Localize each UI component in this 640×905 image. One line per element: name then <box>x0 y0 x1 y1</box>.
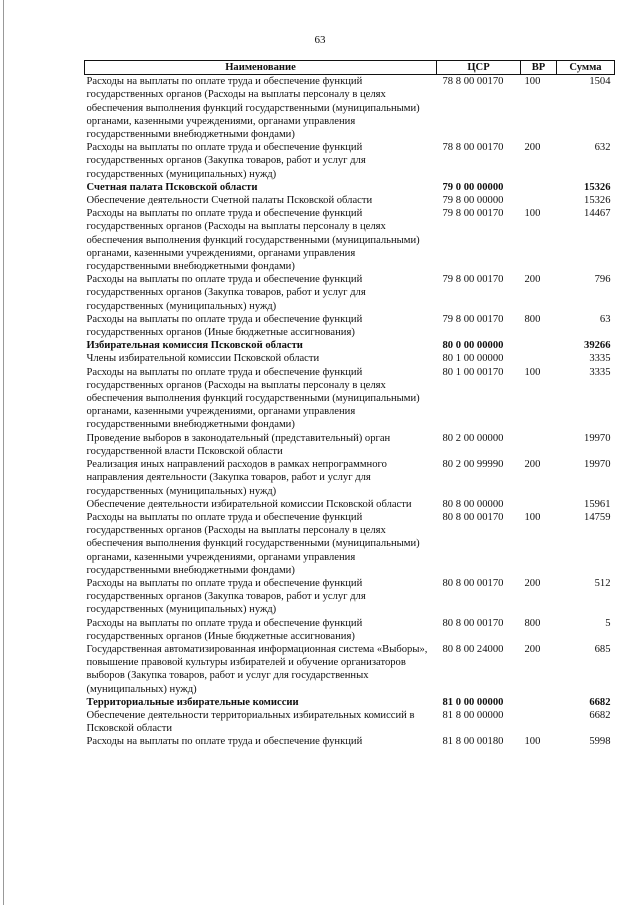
cell-sum: 1504 <box>589 76 611 88</box>
cell-sum: 19970 <box>584 432 611 444</box>
cell-vr: 800 <box>524 313 541 325</box>
cell-sum: 5 <box>605 617 611 629</box>
cell-csr: 79 0 00 00000 <box>442 181 504 193</box>
cell-vr <box>521 709 557 735</box>
cell-csr: 79 8 00 00170 <box>442 208 504 220</box>
cell-csr: 80 8 00 00170 <box>442 617 504 629</box>
table-row <box>85 498 615 511</box>
cell-sum: 19970 <box>584 459 611 471</box>
cell-name: Расходы на выплаты по оплате труда и обеспечение функций государственных органов (Иные бюджетные ассигнования) <box>86 313 363 339</box>
cell-sum: 6682 <box>589 696 611 708</box>
table-row <box>85 352 615 365</box>
cell-sum: 63 <box>599 313 611 325</box>
table-row <box>85 194 615 207</box>
cell-vr: 100 <box>524 736 541 748</box>
table-row <box>85 458 615 498</box>
cell-sum: 5998 <box>589 736 611 748</box>
cell-sum: 796 <box>594 274 611 286</box>
cell-sum: 39266 <box>584 340 611 352</box>
table-row <box>85 313 615 339</box>
table-row <box>85 75 615 142</box>
table-row <box>85 181 615 194</box>
cell-sum: 3335 <box>589 353 611 365</box>
header-vr: ВР <box>521 61 557 75</box>
table-row <box>85 709 615 735</box>
table-row <box>85 339 615 352</box>
table-row <box>85 141 615 181</box>
cell-vr: 200 <box>524 643 541 655</box>
header-csr: ЦСР <box>437 61 521 75</box>
cell-csr: 81 8 00 00000 <box>442 709 504 721</box>
cell-csr: 80 2 00 99990 <box>442 459 504 471</box>
cell-name: Расходы на выплаты по оплате труда и обеспечение функций государственных органов (Расходы на выплаты персоналу в целях обеспечения выполнения функций государственными (муниципальными) органами, казенными учреждениями, органами управления государственными внебюджетными фондами) <box>86 366 420 431</box>
cell-vr: 200 <box>524 577 541 589</box>
table-row <box>85 617 615 643</box>
table-row <box>85 577 615 617</box>
cell-csr: 81 8 00 00180 <box>442 736 504 748</box>
table-row <box>85 366 615 432</box>
cell-csr: 80 8 00 00000 <box>442 498 504 510</box>
cell-name: Члены избирательной комиссии Псковской области <box>86 353 320 365</box>
cell-name: Расходы на выплаты по оплате труда и обеспечение функций государственных органов (Расходы на выплаты персоналу в целях обеспечения выполнения функций государственными (муниципальными) органами, казенными учреждениями, органами управления государственными внебюджетными фондами) <box>86 76 420 141</box>
cell-sum: 15326 <box>584 181 611 193</box>
cell-vr: 100 <box>524 208 541 220</box>
cell-sum: 14467 <box>584 208 611 220</box>
cell-csr: 80 0 00 00000 <box>442 340 504 352</box>
header-sum: Сумма <box>557 61 615 75</box>
header-name: Наименование <box>85 61 437 75</box>
cell-vr: 100 <box>524 76 541 88</box>
cell-csr: 80 8 00 24000 <box>442 643 504 655</box>
cell-name: Обеспечение деятельности Счетной палаты Псковской области <box>86 195 373 207</box>
cell-vr: 100 <box>524 366 541 378</box>
cell-name: Расходы на выплаты по оплате труда и обеспечение функций государственных органов (Расходы на выплаты персоналу в целях обеспечения выполнения функций государственными (муниципальными) органами, казенными учреждениями, органами управления государственными внебюджетными фондами) <box>86 511 420 576</box>
cell-vr <box>521 696 557 709</box>
cell-csr: 80 1 00 00170 <box>442 366 504 378</box>
cell-csr: 80 8 00 00170 <box>442 511 504 523</box>
table-row <box>85 511 615 577</box>
cell-name: Территориальные избирательные комиссии <box>86 696 299 708</box>
table-row <box>85 432 615 458</box>
cell-sum: 15326 <box>584 195 611 207</box>
scan-margin-line <box>3 0 4 905</box>
cell-csr: 80 1 00 00000 <box>442 353 504 365</box>
cell-name: Расходы на выплаты по оплате труда и обеспечение функций <box>86 736 363 748</box>
cell-csr: 78 8 00 00170 <box>442 142 504 154</box>
cell-vr <box>521 498 557 511</box>
cell-csr: 81 0 00 00000 <box>442 696 504 708</box>
cell-vr <box>521 352 557 365</box>
cell-vr <box>521 181 557 194</box>
cell-vr: 100 <box>524 511 541 523</box>
cell-sum: 512 <box>594 577 611 589</box>
cell-name: Обеспечение деятельности избирательной комиссии Псковской области <box>86 498 412 510</box>
cell-csr: 80 8 00 00170 <box>442 577 504 589</box>
cell-name: Счетная палата Псковской области <box>86 181 258 193</box>
cell-name: Расходы на выплаты по оплате труда и обеспечение функций государственных органов (Иные бюджетные ассигнования) <box>86 617 363 642</box>
cell-vr <box>521 432 557 458</box>
cell-csr: 80 2 00 00000 <box>442 432 504 444</box>
cell-csr: 79 8 00 00170 <box>442 274 504 286</box>
cell-name: Проведение выборов в законодательный (представительный) орган государственной власти Псковской области <box>86 432 391 457</box>
cell-sum: 14759 <box>584 511 611 523</box>
cell-sum: 632 <box>594 142 611 154</box>
table-row <box>85 273 615 313</box>
cell-name: Государственная автоматизированная информационная система «Выборы», повышение правовой культуры избирателей и обучение организаторов выборов (Закупка товаров, работ и услуг для государственных (муниципальных) нужд) <box>86 643 428 695</box>
cell-csr: 78 8 00 00170 <box>442 76 504 88</box>
cell-name: Обеспечение деятельности территориальных избирательных комиссий в Псковской области <box>86 709 415 735</box>
cell-vr <box>521 194 557 207</box>
cell-name: Избирательная комиссия Псковской области <box>86 340 303 352</box>
cell-name: Расходы на выплаты по оплате труда и обеспечение функций государственных органов (Расходы на выплаты персоналу в целях обеспечения выполнения функций государственными (муниципальными) органами, казенными учреждениями, органами управления государственными внебюджетными фондами) <box>86 208 420 273</box>
cell-name: Расходы на выплаты по оплате труда и обеспечение функций государственных органов (Закупка товаров, работ и услуг для государственных (муниципальных) нужд) <box>86 577 366 616</box>
cell-vr: 800 <box>524 617 541 629</box>
table-body <box>85 75 615 749</box>
cell-name: Реализация иных направлений расходов в рамках непрограммного направления деятельности (Закупка товаров, работ и услуг для государственных (муниципальных) нужд) <box>86 459 387 497</box>
cell-sum: 6682 <box>589 709 611 721</box>
table-row <box>85 643 615 696</box>
budget-table <box>84 60 615 749</box>
cell-sum: 15961 <box>584 498 611 510</box>
cell-vr: 200 <box>524 274 541 286</box>
cell-vr <box>521 339 557 352</box>
cell-name: Расходы на выплаты по оплате труда и обеспечение функций государственных органов (Закупка товаров, работ и услуг для государственных (муниципальных) нужд) <box>86 142 366 180</box>
table-row <box>85 696 615 709</box>
cell-sum: 3335 <box>589 366 611 378</box>
cell-sum: 685 <box>594 643 611 655</box>
table-row <box>85 207 615 273</box>
cell-vr: 200 <box>524 142 541 154</box>
cell-vr: 200 <box>524 459 541 471</box>
table-row <box>85 735 615 748</box>
cell-csr: 79 8 00 00000 <box>442 195 504 207</box>
table-header-row <box>85 61 615 75</box>
cell-name: Расходы на выплаты по оплате труда и обеспечение функций государственных органов (Закупка товаров, работ и услуг для государственных (муниципальных) нужд) <box>86 274 366 312</box>
page-number: 63 <box>314 34 326 46</box>
cell-csr: 79 8 00 00170 <box>442 313 504 325</box>
